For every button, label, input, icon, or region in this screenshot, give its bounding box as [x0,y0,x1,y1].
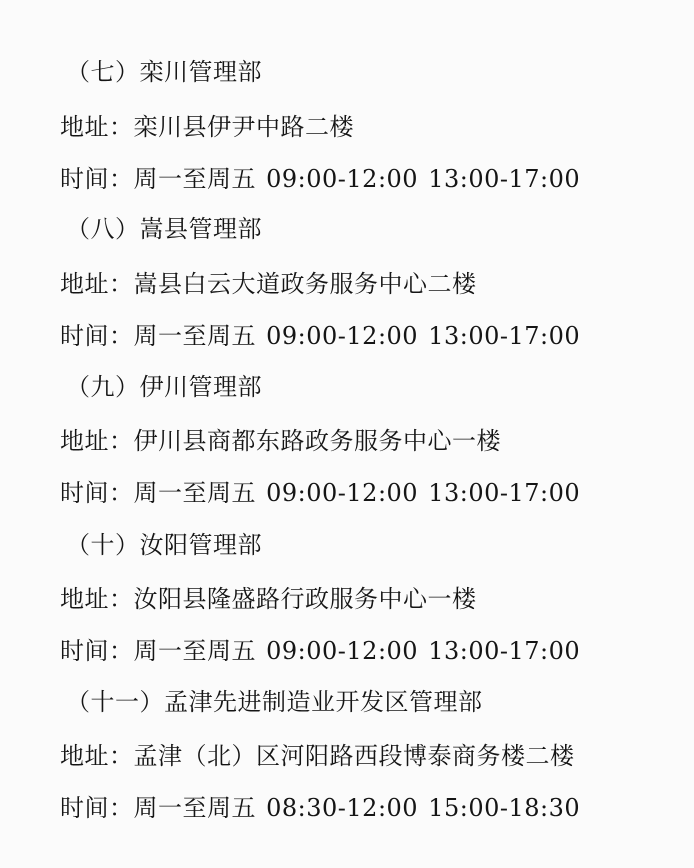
section-title: （十）汝阳管理部 [66,531,262,559]
address-line: 地址：伊川县商都东路政务服务中心一楼 [60,427,501,455]
address-line: 地址：栾川县伊尹中路二楼 [60,113,354,141]
section-title: （九）伊川管理部 [66,373,262,401]
hours-line: 时间：周一至周五 09:00-12:00 13:00-17:00 [60,165,581,193]
section-title: （七）栾川管理部 [66,58,262,86]
hours-line: 时间：周一至周五 09:00-12:00 13:00-17:00 [60,637,581,665]
hours-line: 时间：周一至周五 09:00-12:00 13:00-17:00 [60,322,581,350]
address-line: 地址：汝阳县隆盛路行政服务中心一楼 [60,585,477,613]
section-title: （八）嵩县管理部 [66,215,262,243]
hours-line: 时间：周一至周五 08:30-12:00 15:00-18:30 [60,794,581,822]
hours-line: 时间：周一至周五 09:00-12:00 13:00-17:00 [60,479,581,507]
section-title: （十一）孟津先进制造业开发区管理部 [66,688,483,716]
address-line: 地址：孟津（北）区河阳路西段博泰商务楼二楼 [60,742,575,770]
address-line: 地址：嵩县白云大道政务服务中心二楼 [60,270,477,298]
